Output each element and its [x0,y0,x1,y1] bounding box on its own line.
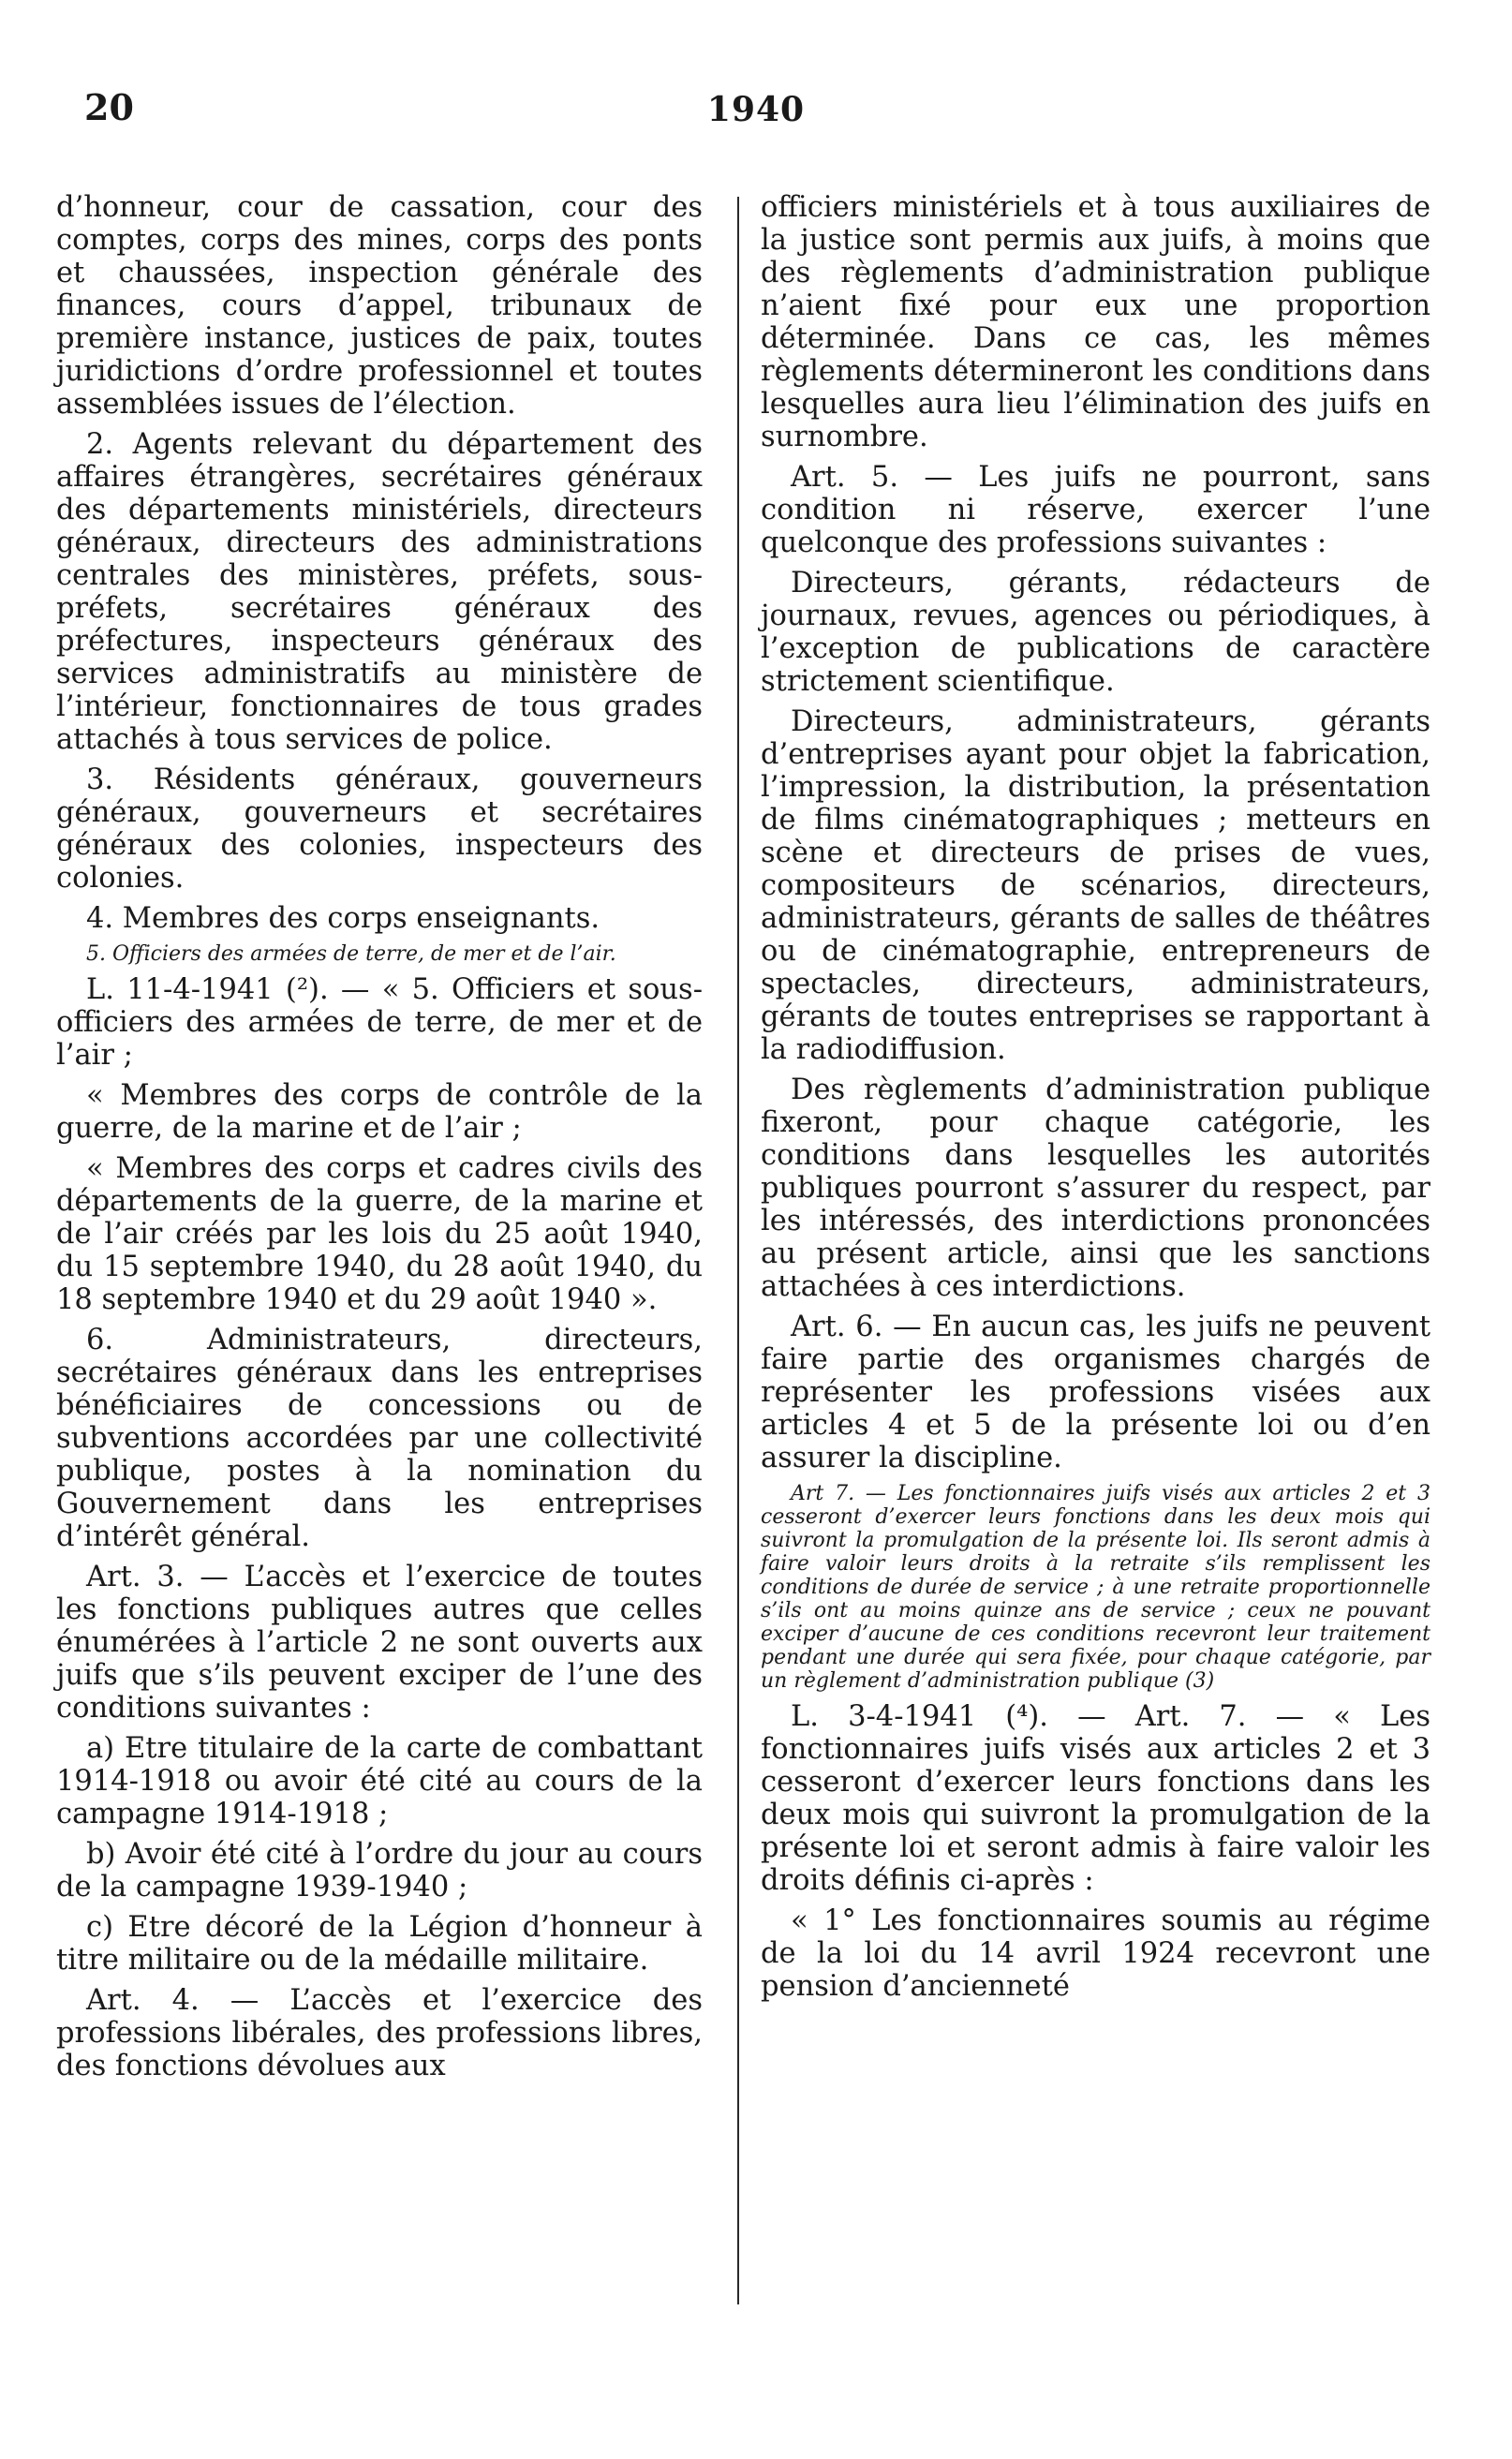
article-5: Art. 5. — Les juifs ne pourront, sans condition ni réserve, exercer l’une quelconque des professions suivantes : [761,461,1430,559]
paragraph: d’honneur, cour de cassation, cour des comptes, corps des mines, corps des ponts et chaussées, inspection générale des finances, cours d’appel, tribunaux de première instance, justices de paix, toutes juridictions d’ordre professionnel et toutes assemblées issues de l’élection. [56,191,703,421]
paragraph: 2. Agents relevant du département des affaires étrangères, secrétaires généraux des départements ministériels, directeurs généraux, directeurs des administrations centrales des ministères, préfets, sous-préfets, secrétaires généraux des préfectures, inspecteurs généraux des services administratifs au ministère de l’intérieur, fonctionnaires de tous grades attachés à tous services de police. [56,428,703,756]
paragraph: officiers ministériels et à tous auxiliaires de la justice sont permis aux juifs, à moins que des règlements d’administration publique n’aient fixé pour eux une proportion déterminée. Dans ce cas, les mêmes règlements détermineront les conditions dans lesquelles aura lieu l’élimination des juifs en surnombre. [761,191,1430,453]
right-column [761,191,1430,2299]
paragraph: 6. Administrateurs, directeurs, secrétaires généraux dans les entreprises bénéficiaires de concessions ou de subventions accordées par une collectivité publique, postes à la nomination du Gouvernement dans les entreprises d’intérêt général. [56,1324,703,1553]
amendment-article-7: L. 3-4-1941 (⁴). — Art. 7. — « Les fonctionnaires juifs visés aux articles 2 et 3 cesseront d’exercer leurs fonctions dans les deux mois qui suivront la promulgation de la présente loi et seront admis à faire valoir les droits définis ci-après : [761,1700,1430,1897]
page-header-year: 1940 [706,90,806,129]
article-4: Art. 4. — L’accès et l’exercice des professions libérales, des professions libres, des fonctions dévolues aux [56,1984,703,2082]
left-column [56,191,703,2299]
paragraph: Des règlements d’administration publique fixeront, pour chaque catégorie, les conditions dans lesquelles les autorités publiques pourront s’assurer du respect, par les intéressés, des interdictions prononcées au présent article, ainsi que les sanctions attachées à ces interdictions. [761,1074,1430,1303]
paragraph: « Membres des corps et cadres civils des départements de la guerre, de la marine et de l’air créés par les lois du 25 août 1940, du 15 septembre 1940, du 28 août 1940, du 18 septembre 1940 et du 29 août 1940 ». [56,1152,703,1316]
page-number: 20 [84,86,134,128]
paragraph: c) Etre décoré de la Légion d’honneur à titre militaire ou de la médaille militaire. [56,1911,703,1977]
paragraph: Directeurs, administrateurs, gérants d’entreprises ayant pour objet la fabrication, l’impression, la distribution, la présentation de films cinématographiques ; metteurs en scène et directeurs de prises de vues, compositeurs de scénarios, directeurs, administrateurs, gérants de salles de théâtres ou de cinématographie, entrepreneurs de spectacles, directeurs, administrateurs, gérants de toutes entreprises se rapportant à la radiodiffusion. [761,705,1430,1066]
article-3: Art. 3. — L’accès et l’exercice de toutes les fonctions publiques autres que celles énumérées à l’article 2 ne sont ouverts aux juifs que s’ils peuvent exciper de l’une des conditions suivantes : [56,1561,703,1725]
paragraph: « Membres des corps de contrôle de la guerre, de la marine et de l’air ; [56,1079,703,1145]
paragraph: « 1° Les fonctionnaires soumis au régime de la loi du 14 avril 1924 recevront une pension d’ancienneté [761,1904,1430,2003]
paragraph: b) Avoir été cité à l’ordre du jour au cours de la campagne 1939-1940 ; [56,1838,703,1904]
paragraph: 4. Membres des corps enseignants. [86,902,600,935]
article-6: Art. 6. — En aucun cas, les juifs ne peuvent faire partie des organismes chargés de représenter les professions visées aux articles 4 et 5 de la présente loi ou d’en assurer la discipline. [761,1311,1430,1474]
amendment-paragraph: L. 11-4-1941 (²). — « 5. Officiers et sous-officiers des armées de terre, de mer et de l’air ; [56,973,703,1072]
paragraph: a) Etre titulaire de la carte de combattant 1914-1918 ou avoir été cité au cours de la campagne 1914-1918 ; [56,1732,703,1830]
column-divider [737,197,739,2304]
paragraph: Directeurs, gérants, rédacteurs de journaux, revues, agences ou périodiques, à l’exception de publications de caractère strictement scientifique. [761,567,1430,698]
repealed-paragraph: 5. Officiers des armées de terre, de mer et de l’air. [86,942,616,966]
repealed-article-7: Art 7. — Les fonctionnaires juifs visés aux articles 2 et 3 cesseront d’exercer leurs fonctions dans les deux mois qui suivront la promulgation de la présente loi. Ils seront admis à faire valoir leurs droits à la retraite s’ils remplissent les conditions de durée de service ; à une retraite proportionnelle s’ils ont au moins quinze ans de service ; ceux ne pouvant exciper d’aucune de ces conditions recevront leur traitement pendant une durée qui sera fixée, pour chaque catégorie, par un règlement d’administration publique (3) [761,1482,1430,1693]
paragraph: 3. Résidents généraux, gouverneurs généraux, gouverneurs et secrétaires généraux des colonies, inspecteurs des colonies. [56,763,703,895]
